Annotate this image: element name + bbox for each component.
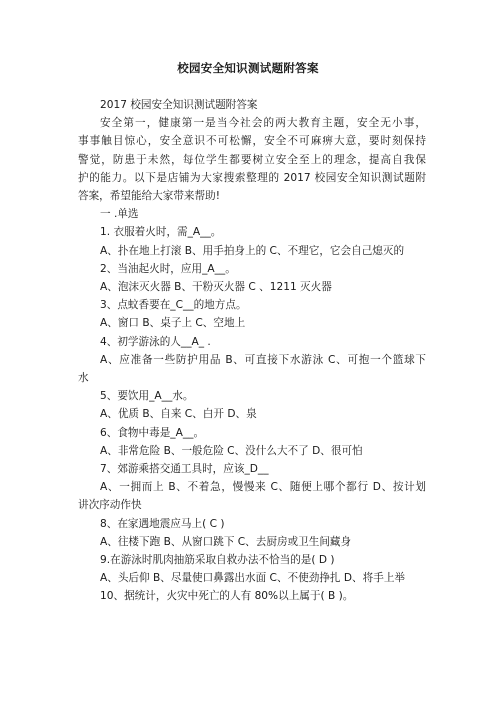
text-line: 答案，希望能给大家带来帮助! <box>78 189 220 202</box>
text-line: 4、初学游泳的人__A_ . <box>100 335 211 348</box>
text-line: 1. 衣服着火时，需_A__。 <box>100 226 222 239</box>
text-line: A、应准备一些防护用品 B、可直接下水游泳 C、可抱一个篮球下 <box>100 353 426 366</box>
text-line: A、头后仰 B、尽量使口鼻露出水面 C、不使劲挣扎 D、将手上举 <box>100 572 406 585</box>
document-body <box>78 96 426 606</box>
text-line: 2017 校园安全知识测试题附答案 <box>100 99 258 111</box>
text-line: 水 <box>78 371 89 384</box>
text-line: 3、点蚊香要在_C__的地方点。 <box>100 299 247 312</box>
text-line: 安全第一，健康第一是当今社会的两大教育主题，安全无小事， <box>100 117 426 130</box>
text-line: 7、郊游乘搭交通工具时，应该_D__ <box>100 462 269 475</box>
text-line: 警觉，防患于未然，每位学生都要树立安全至上的理念，提高自我保 <box>78 153 426 166</box>
text-line: A、泡沫灭火器 B、干粉灭火器 C 、1211 灭火器 <box>100 280 332 293</box>
text-line: 8、在家遇地震应马上( C ) <box>100 517 225 530</box>
text-line: 6、食物中毒是_A__。 <box>100 426 205 439</box>
text-line: A、非常危险 B、一般危险 C、没什么大不了 D、很可怕 <box>100 444 363 457</box>
document-title: 校园安全知识测试题附答案 <box>177 61 319 75</box>
text-line: A、一拥而上 B、不着急，慢慢来 C、随便上哪个都行 D、按计划 <box>100 481 426 494</box>
text-line: 2、当油起火时，应用_A__。 <box>100 262 236 275</box>
text-line: 9.在游泳时肌肉抽筋采取自救办法不恰当的是( D ) <box>100 553 335 566</box>
text-line: A、往楼下跑 B、从窗口跳下 C、去厨房或卫生间藏身 <box>100 535 352 548</box>
text-line: 讲次序动作快 <box>78 499 142 512</box>
text-line: A、窗口 B、桌子上 C、空地上 <box>100 317 246 330</box>
text-line: A、优质 B、自来 C、白开 D、泉 <box>100 408 257 421</box>
text-line: 10、据统计，火灾中死亡的人有 80%以上属于( B )。 <box>100 590 354 603</box>
text-line: 一 .单选 <box>100 208 139 221</box>
text-line: 事事触目惊心，安全意识不可松懈，安全不可麻痹大意，要时刻保持 <box>78 135 426 148</box>
text-line: 5、要饮用_A__水。 <box>100 390 194 403</box>
text-line: 护的能力。以下是店铺为大家搜索整理的 2017 校园安全知识测试题附 <box>78 171 426 184</box>
text-line: A、扑在地上打滚 B、用手拍身上的 C、不理它，它会自己熄灭的 <box>100 244 405 257</box>
